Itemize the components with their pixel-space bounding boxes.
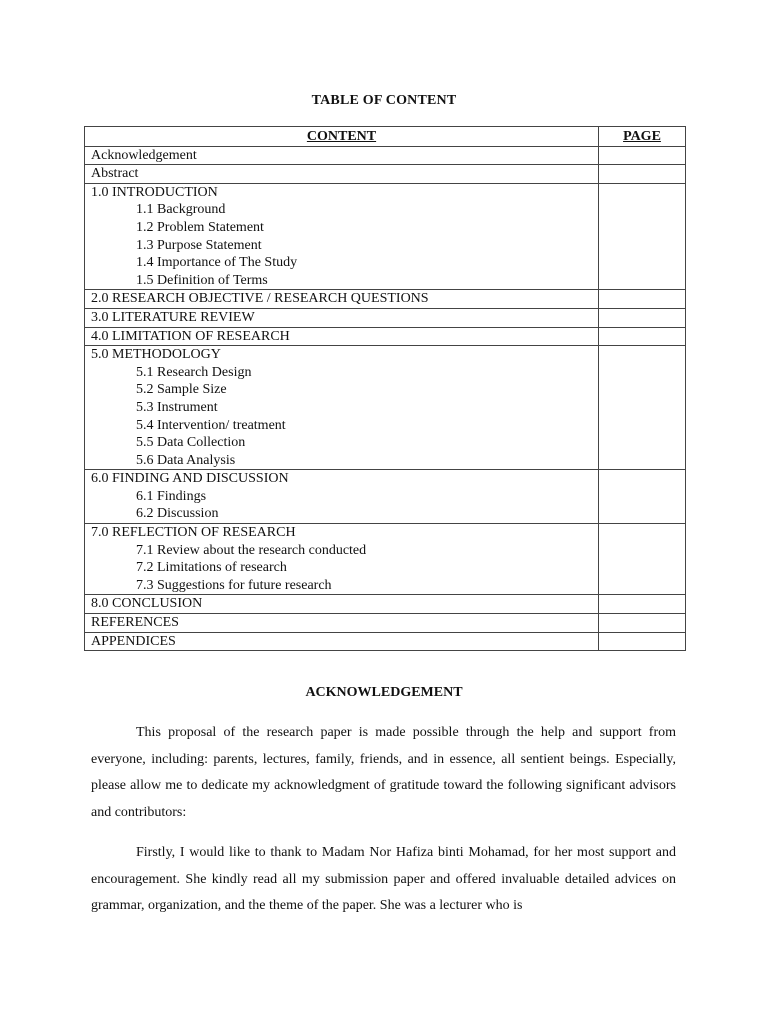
toc-row xyxy=(85,614,686,633)
toc-table xyxy=(84,126,686,651)
toc-section-title: REFERENCES xyxy=(91,615,179,631)
toc-row xyxy=(85,308,686,327)
toc-content-cell xyxy=(85,614,599,633)
toc-content-cell xyxy=(85,524,599,595)
toc-row xyxy=(85,327,686,346)
toc-row xyxy=(85,290,686,309)
toc-subsection: 7.2 Limitations of research xyxy=(136,560,287,576)
toc-content-cell xyxy=(85,595,599,614)
toc-title: TABLE OF CONTENT xyxy=(311,93,457,108)
toc-page-cell xyxy=(599,524,686,595)
toc-content-cell xyxy=(85,346,599,470)
toc-page-cell xyxy=(599,632,686,651)
toc-row xyxy=(85,165,686,184)
toc-page-cell xyxy=(599,165,686,184)
toc-subsection: 5.6 Data Analysis xyxy=(136,452,236,468)
toc-row xyxy=(85,595,686,614)
toc-row xyxy=(85,632,686,651)
toc-header-page: PAGE xyxy=(599,127,686,147)
toc-subsection: 5.1 Research Design xyxy=(136,364,252,380)
toc-subsection: 7.3 Suggestions for future research xyxy=(136,577,332,593)
toc-subsection: 7.1 Review about the research conducted xyxy=(136,542,367,558)
acknowledgement-paragraph: Firstly, I would like to thank to Madam Nor Hafiza binti Mohamad, for her most support and encouragement. She kindly read all my submission paper and offered invaluable detailed advices on grammar, organization, and the theme of the paper. She was a lecturer who is xyxy=(91,845,676,914)
toc-content-cell xyxy=(85,470,599,524)
toc-page-cell xyxy=(599,327,686,346)
toc-subsection: 5.4 Intervention/ treatment xyxy=(136,417,286,433)
toc-page-cell xyxy=(599,290,686,309)
toc-section-title: 5.0 METHODOLOGY xyxy=(91,347,221,363)
toc-subsection: 5.3 Instrument xyxy=(136,399,218,415)
toc-content-cell xyxy=(85,146,599,165)
toc-subsection: 1.2 Problem Statement xyxy=(136,219,264,235)
toc-subsection: 6.2 Discussion xyxy=(136,506,219,522)
toc-section-title: 4.0 LIMITATION OF RESEARCH xyxy=(91,328,290,344)
toc-section-title: APPENDICES xyxy=(91,633,176,649)
toc-header-content: CONTENT xyxy=(85,127,599,147)
toc-subsection: 5.2 Sample Size xyxy=(136,382,227,398)
toc-subsection: 1.4 Importance of The Study xyxy=(136,255,298,271)
toc-subsection: 1.5 Definition of Terms xyxy=(136,272,268,288)
toc-header-row xyxy=(85,127,686,147)
toc-section-title: 8.0 CONCLUSION xyxy=(91,596,203,612)
toc-body xyxy=(85,146,686,651)
toc-row xyxy=(85,470,686,524)
toc-section-title: 2.0 RESEARCH OBJECTIVE / RESEARCH QUESTIONS xyxy=(91,291,429,307)
toc-page-cell xyxy=(599,595,686,614)
toc-section-title: 7.0 REFLECTION OF RESEARCH xyxy=(91,525,296,541)
toc-content-cell xyxy=(85,327,599,346)
toc-row xyxy=(85,146,686,165)
toc-section-title: Acknowledgement xyxy=(91,147,197,163)
toc-page-cell xyxy=(599,470,686,524)
toc-section-title: Abstract xyxy=(91,166,139,182)
toc-page-cell xyxy=(599,183,686,290)
toc-row xyxy=(85,346,686,470)
toc-subsection: 6.1 Findings xyxy=(136,488,207,504)
toc-row xyxy=(85,524,686,595)
toc-content-cell xyxy=(85,183,599,290)
toc-section-title: 6.0 FINDING AND DISCUSSION xyxy=(91,471,289,487)
toc-content-cell xyxy=(85,290,599,309)
acknowledgement-paragraph: This proposal of the research paper is made possible through the help and support from everyone, including: parents, lectures, family, friends, and in essence, all sentient beings. Especially, please allow me to dedicate my acknowledgment of gratitude toward the following significant advisors and contributors: xyxy=(91,725,676,821)
toc-page-cell xyxy=(599,146,686,165)
toc-page-cell xyxy=(599,308,686,327)
acknowledgement-title: ACKNOWLEDGEMENT xyxy=(305,685,463,700)
toc-subsection: 1.1 Background xyxy=(136,202,226,218)
toc-page-cell xyxy=(599,346,686,470)
toc-content-cell xyxy=(85,165,599,184)
toc-content-cell xyxy=(85,632,599,651)
toc-row xyxy=(85,183,686,290)
toc-subsection: 5.5 Data Collection xyxy=(136,435,246,451)
toc-section-title: 1.0 INTRODUCTION xyxy=(91,184,218,200)
toc-content-cell xyxy=(85,308,599,327)
toc-section-title: 3.0 LITERATURE REVIEW xyxy=(91,309,255,325)
toc-page-cell xyxy=(599,614,686,633)
toc-subsection: 1.3 Purpose Statement xyxy=(136,237,262,253)
